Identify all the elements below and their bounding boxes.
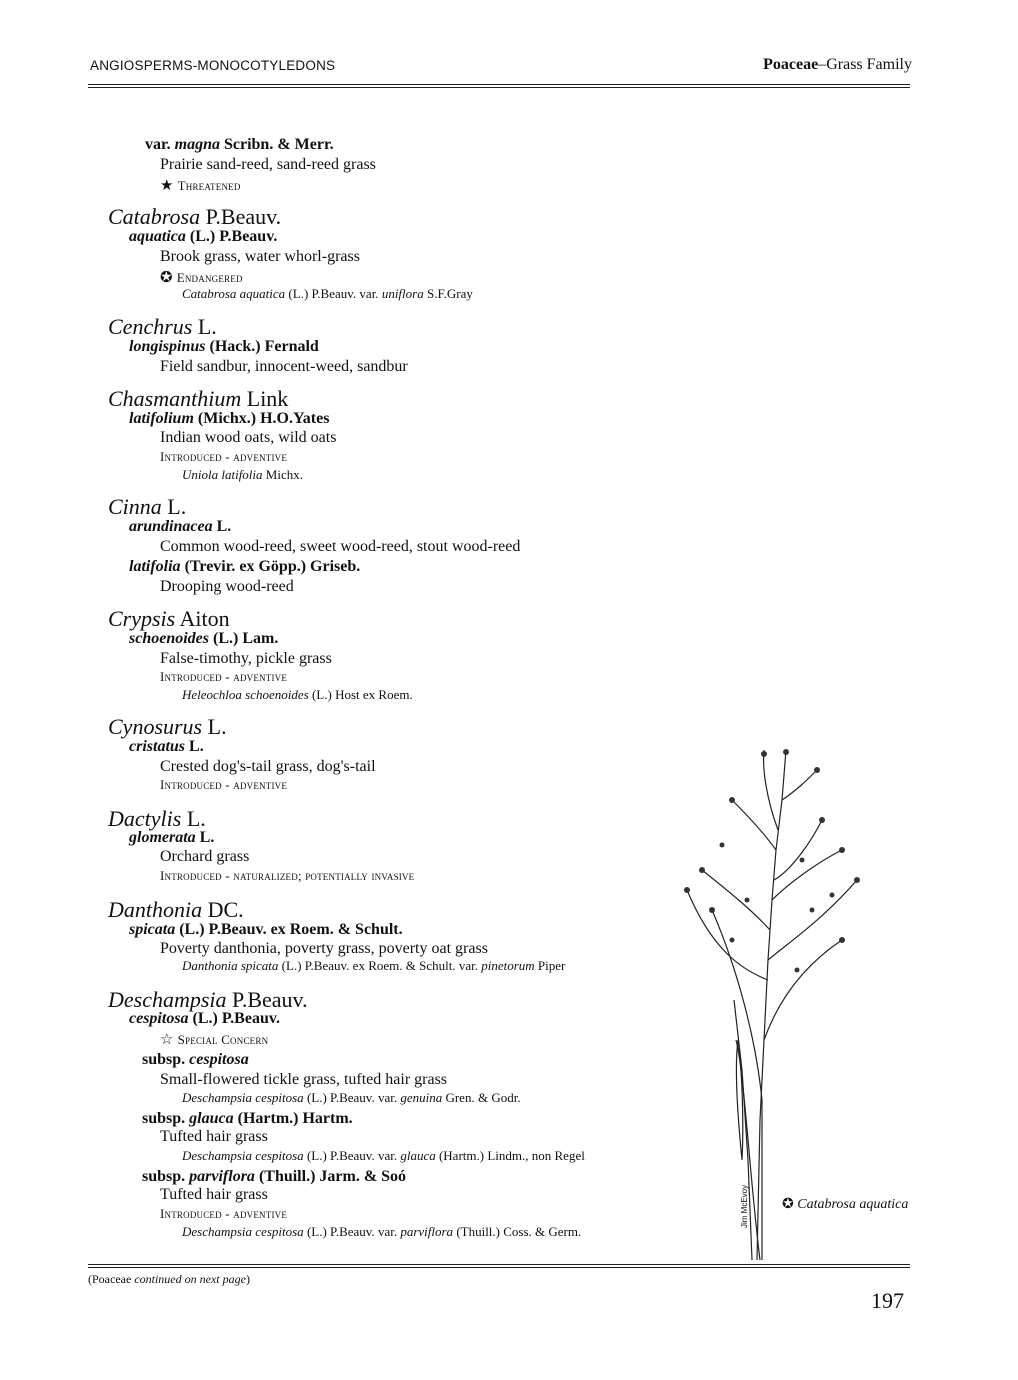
synonym: Deschampsia cespitosa (L.) P.Beauv. var. genuina Gren. & Godr. (182, 1090, 521, 1105)
common-name: Tufted hair grass (160, 1186, 268, 1203)
synonym: Deschampsia cespitosa (L.) P.Beauv. var. parviflora (Thuill.) Coss. & Germ. (182, 1224, 582, 1239)
genus-heading: Cinna L. (108, 494, 187, 519)
genus-heading: Crypsis Aiton (108, 606, 230, 631)
species-name: longispinus (Hack.) Fernald (129, 338, 319, 355)
common-name: Prairie sand-reed, sand-reed grass (160, 156, 376, 173)
synonym: Uniola latifolia Michx. (182, 467, 303, 482)
footer-rule-top (88, 1264, 910, 1265)
header-rule-bottom (88, 87, 910, 88)
continued-note: (Poaceae continued on next page) (88, 1272, 250, 1286)
common-name: Poverty danthonia, poverty grass, poverty oat grass (160, 940, 488, 957)
grass-illustration (672, 740, 882, 1265)
species-name: cespitosa (L.) P.Beauv. (129, 1010, 280, 1027)
common-name: Indian wood oats, wild oats (160, 429, 337, 446)
common-name: Small-flowered tickle grass, tufted hair grass (160, 1071, 448, 1088)
common-name: Tufted hair grass (160, 1128, 268, 1145)
species-name: arundinacea L. (129, 518, 232, 535)
synonym: Danthonia spicata (L.) P.Beauv. ex Roem. & Schult. var. pinetorum Piper (182, 958, 566, 973)
running-header-left: ANGIOSPERMS-MONOCOTYLEDONS (90, 58, 336, 73)
running-header-right (763, 56, 912, 74)
status-label: ✪ Endangered (160, 270, 243, 286)
common-name: Crested dog's-tail grass, dog's-tail (160, 758, 376, 775)
genus-heading: Danthonia DC. (108, 897, 244, 922)
subspecies-name: subsp. cespitosa (142, 1051, 249, 1068)
genus-heading: Deschampsia P.Beauv. (108, 987, 308, 1012)
genus-heading: Dactylis L. (108, 806, 206, 831)
species-name: spicata (L.) P.Beauv. ex Roem. & Schult. (129, 921, 403, 938)
species-name: schoenoides (L.) Lam. (129, 630, 279, 647)
caption-text: Catabrosa aquatica (797, 1197, 909, 1212)
status-label: Introduced - naturalized; potentially invasive (160, 868, 415, 883)
status-label: ☆ Special Concern (160, 1032, 269, 1048)
status-label: Introduced - adventive (160, 1206, 288, 1221)
illustrator-credit: Jim McEvoy (740, 1184, 749, 1228)
subspecies-name: subsp. parviflora (Thuill.) Jarm. & Soó (142, 1168, 407, 1185)
family-common: –Grass Family (818, 56, 912, 73)
species-name: aquatica (L.) P.Beauv. (129, 228, 278, 245)
status-icon: ★ (160, 178, 178, 194)
status-label: Introduced - adventive (160, 669, 288, 684)
genus-heading: Cynosurus L. (108, 714, 227, 739)
figure-caption (782, 1196, 908, 1213)
genus-heading: Chasmanthium Link (108, 386, 289, 411)
header-rule-top (88, 84, 910, 85)
species-name: var. magna Scribn. & Merr. (145, 136, 334, 153)
species-name: glomerata L. (129, 829, 215, 846)
status-icon: ✪ (160, 270, 177, 286)
species-name: cristatus L. (129, 738, 204, 755)
species-name: latifolia (Trevir. ex Göpp.) Griseb. (129, 558, 361, 575)
genus-heading: Cenchrus L. (108, 314, 217, 339)
page-number: 197 (871, 1288, 904, 1313)
common-name: Common wood-reed, sweet wood-reed, stout wood-reed (160, 538, 521, 555)
footer-rule-bottom (88, 1267, 910, 1268)
status-label: ★ Threatened (160, 178, 241, 194)
common-name: Field sandbur, innocent-weed, sandbur (160, 358, 408, 375)
common-name: Brook grass, water whorl-grass (160, 248, 360, 265)
species-name: latifolium (Michx.) H.O.Yates (129, 410, 330, 427)
status-label: Introduced - adventive (160, 777, 288, 792)
synonym: Heleochloa schoenoides (L.) Host ex Roem. (182, 687, 413, 702)
family-name: Poaceae (763, 56, 819, 73)
synonym: Catabrosa aquatica (L.) P.Beauv. var. uniflora S.F.Gray (182, 286, 473, 301)
subspecies-name: subsp. glauca (Hartm.) Hartm. (142, 1110, 353, 1127)
common-name: False-timothy, pickle grass (160, 650, 332, 667)
genus-heading: Catabrosa P.Beauv. (108, 204, 282, 229)
common-name: Drooping wood-reed (160, 578, 294, 595)
synonym: Deschampsia cespitosa (L.) P.Beauv. var. glauca (Hartm.) Lindm., non Regel (182, 1148, 585, 1163)
common-name: Orchard grass (160, 848, 250, 865)
endangered-icon: ✪ (782, 1197, 794, 1212)
status-icon: ☆ (160, 1032, 178, 1048)
status-label: Introduced - adventive (160, 449, 288, 464)
